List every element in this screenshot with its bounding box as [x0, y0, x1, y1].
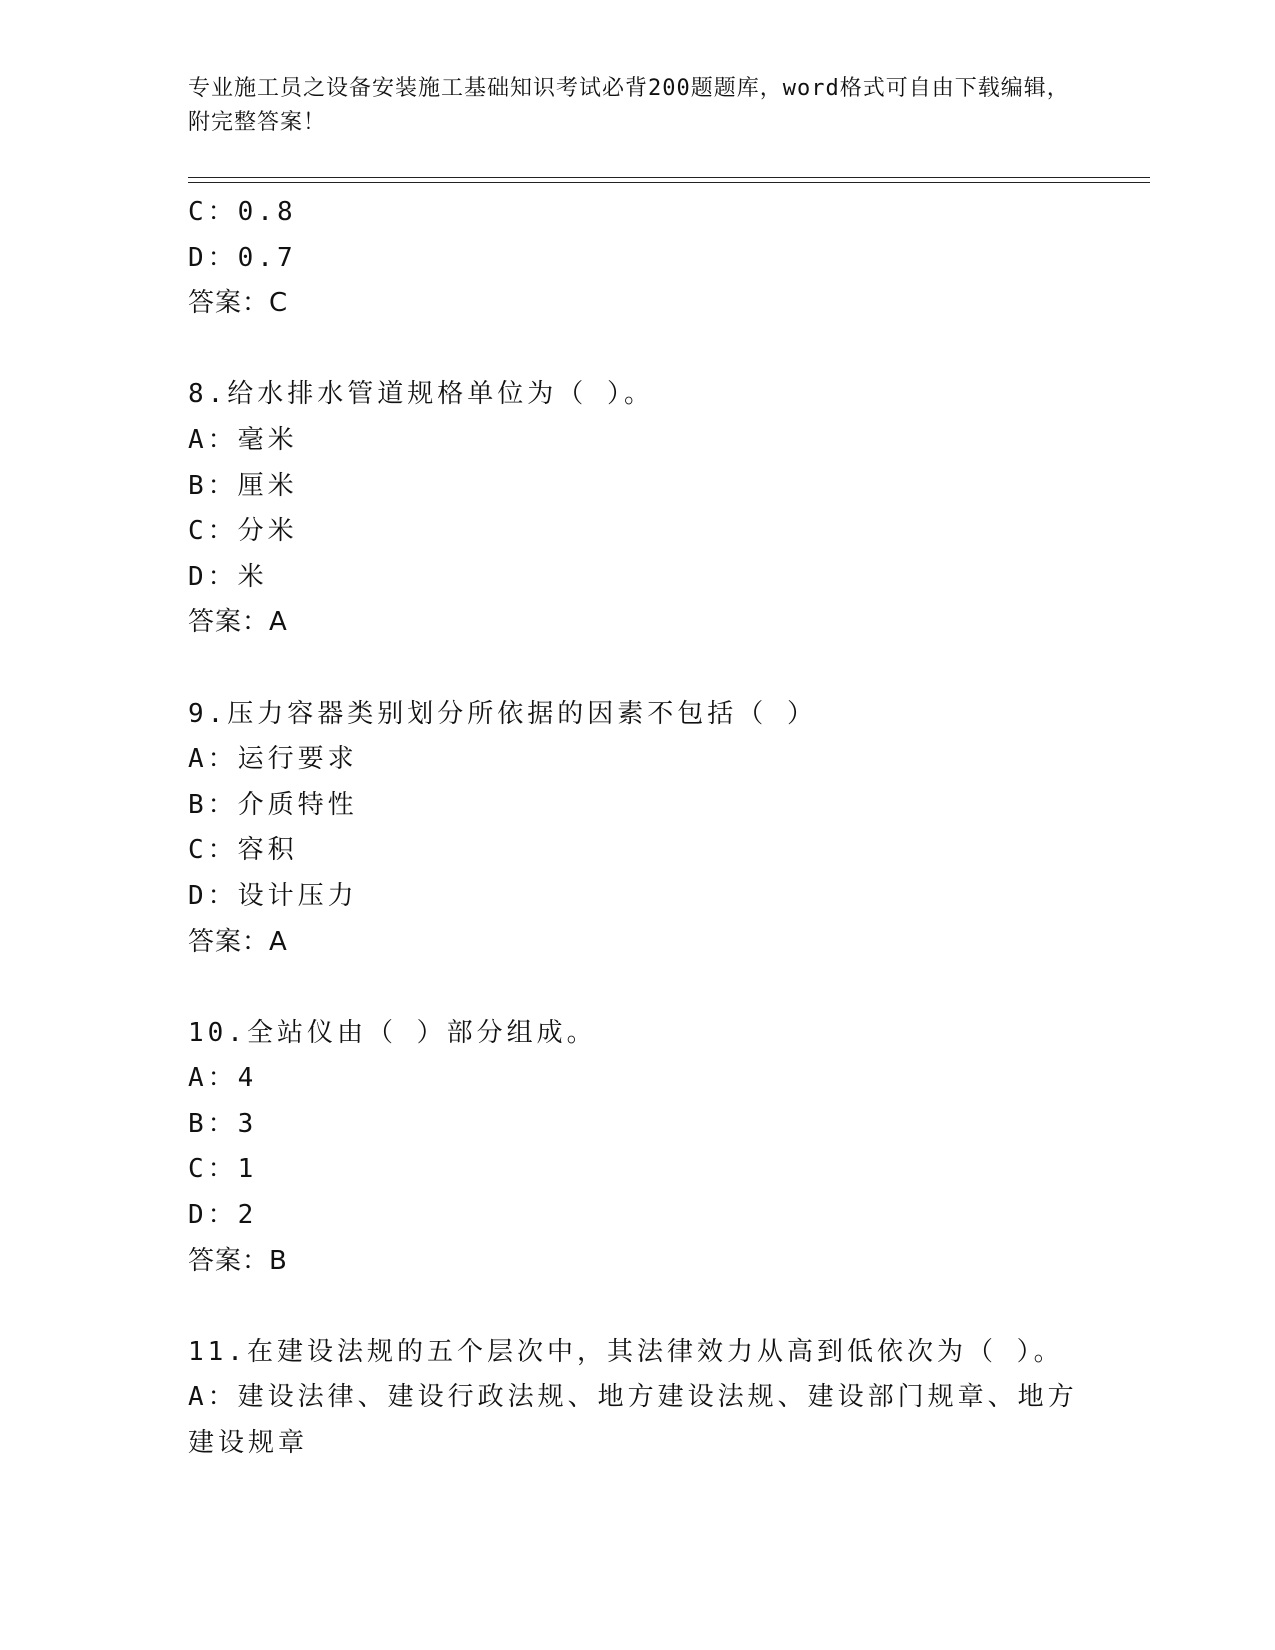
question-10 [188, 1011, 1088, 1285]
option-a: A：4 [188, 1063, 258, 1094]
option-b: B：介质特性 [188, 789, 358, 820]
spacer [188, 965, 1088, 1011]
answer-line: 答案：C [188, 288, 289, 319]
option-c: C：分米 [188, 516, 298, 547]
document-header-title: 专业施工员之设备安装施工基础知识考试必背200题题库，word格式可自由下载编辑，附完整答案！ [188, 76, 1070, 135]
option-d: D：设计压力 [188, 880, 358, 911]
header-divider-top [188, 177, 1150, 178]
option-c: C：1 [188, 1154, 258, 1185]
spacer [188, 646, 1088, 692]
question-text: 11.在建设法规的五个层次中，其法律效力从高到低依次为（ ）。 [188, 1336, 1064, 1367]
option-b: B：3 [188, 1108, 258, 1139]
option-a: A：建设法律、建设行政法规、地方建设法规、建设部门规章、地方建设规章 [188, 1382, 1078, 1459]
question-text: 10.全站仪由（ ）部分组成。 [188, 1017, 597, 1048]
question-text: 9.压力容器类别划分所依据的因素不包括（ ） [188, 698, 817, 729]
option-d: D：2 [188, 1200, 258, 1231]
answer-line: 答案：B [188, 1245, 288, 1276]
option-c: C：容积 [188, 835, 298, 866]
spacer [188, 327, 1088, 373]
question-11 [188, 1330, 1088, 1467]
header-divider-bottom [188, 182, 1150, 183]
question-8 [188, 372, 1088, 646]
question-list [188, 190, 1088, 1467]
question-7-tail [188, 190, 1088, 327]
answer-line: 答案：A [188, 926, 288, 957]
option-b: B：厘米 [188, 470, 298, 501]
option-d: D：0.7 [188, 242, 297, 273]
question-9 [188, 692, 1088, 966]
spacer [188, 1284, 1088, 1330]
question-text: 8.给水排水管道规格单位为（ ）。 [188, 379, 654, 410]
answer-line: 答案：A [188, 607, 288, 638]
option-c: C：0.8 [188, 197, 297, 227]
option-d: D：米 [188, 561, 268, 592]
option-a: A：运行要求 [188, 744, 358, 775]
option-a: A：毫米 [188, 424, 298, 455]
